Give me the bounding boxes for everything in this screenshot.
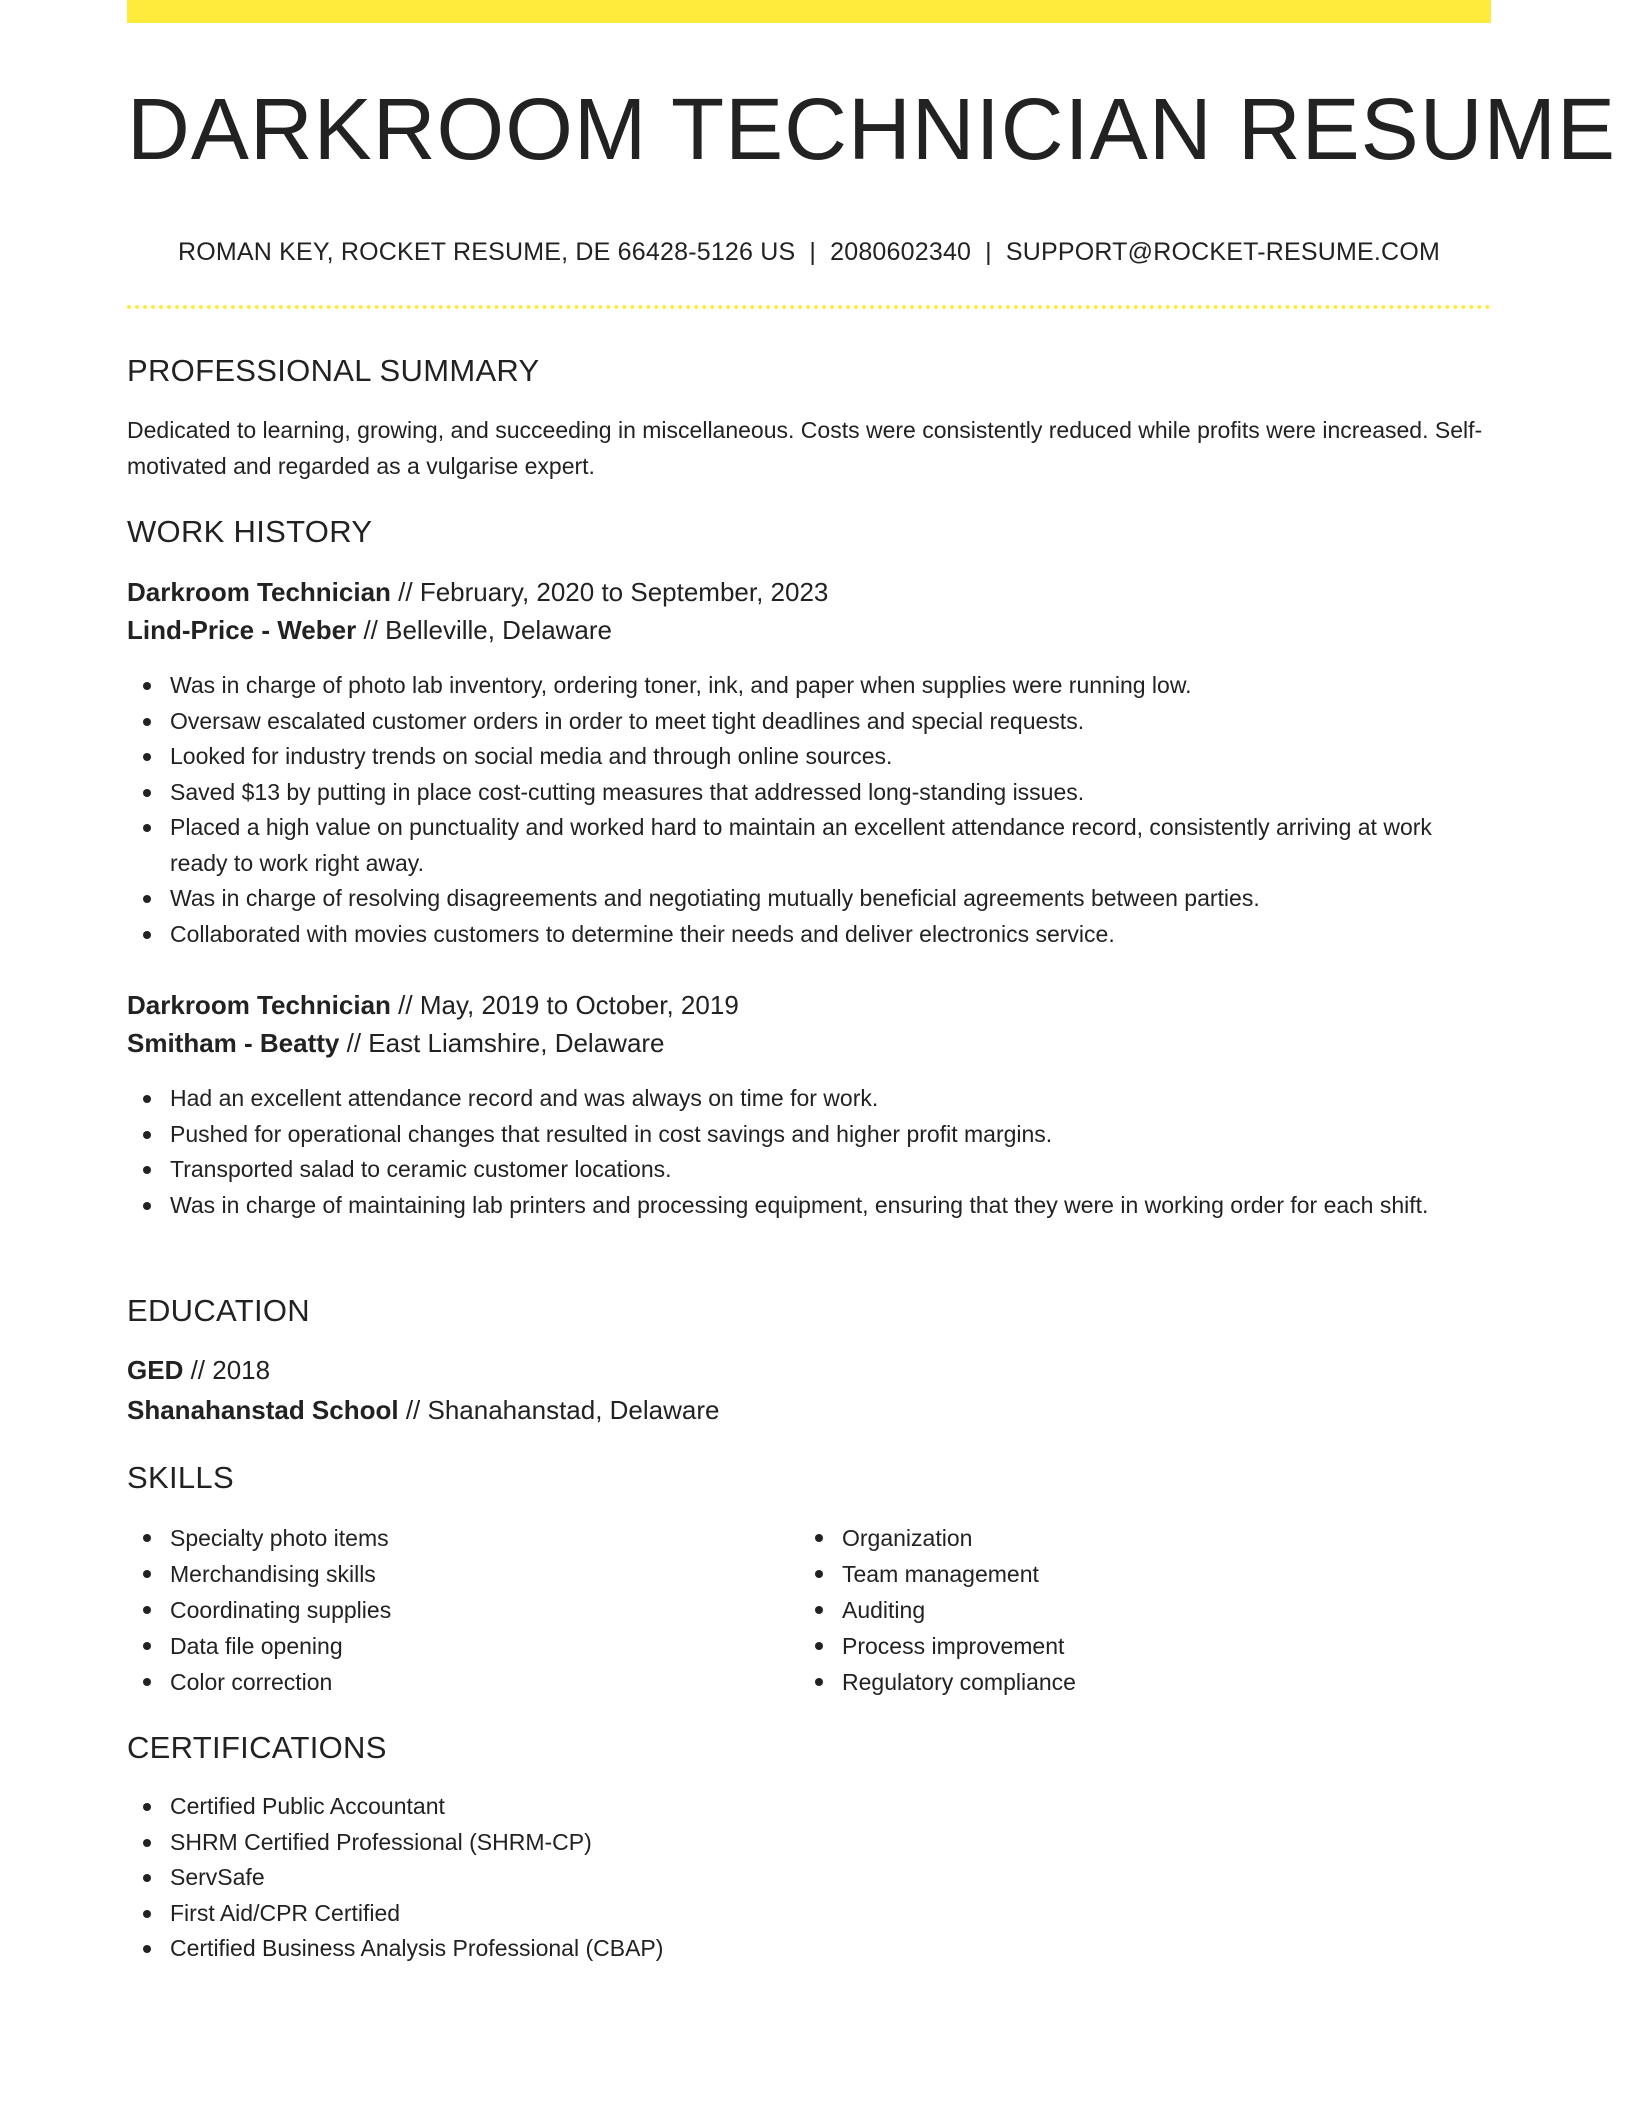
dotted-divider bbox=[127, 305, 1491, 309]
list-item: Team management bbox=[799, 1556, 1439, 1592]
list-item: Collaborated with movies customers to determine their needs and deliver electronics service. bbox=[127, 917, 1491, 953]
list-item: Certified Public Accountant bbox=[127, 1789, 1491, 1825]
summary-text: Dedicated to learning, growing, and succeeding in miscellaneous. Costs were consistently reduced while profits were increased. Self-motivated and regarded as a vulgarise expert. bbox=[127, 417, 1483, 479]
job-1-dates: // February, 2020 to September, 2023 bbox=[390, 577, 829, 607]
job-2-company-line bbox=[127, 1026, 665, 1060]
list-item: Coordinating supplies bbox=[127, 1592, 767, 1628]
list-item: Looked for industry trends on social media and through online sources. bbox=[127, 739, 1491, 775]
job-1-title: Darkroom Technician bbox=[127, 577, 391, 607]
list-item: Transported salad to ceramic customer locations. bbox=[127, 1152, 1491, 1188]
list-item: Merchandising skills bbox=[127, 1556, 767, 1592]
list-item: SHRM Certified Professional (SHRM-CP) bbox=[127, 1825, 1491, 1861]
education-degree: GED bbox=[127, 1355, 184, 1385]
job-2-title: Darkroom Technician bbox=[127, 990, 391, 1020]
job-1-bullets bbox=[127, 668, 1491, 952]
job-2-bullets bbox=[127, 1081, 1491, 1223]
work-history-heading: WORK HISTORY bbox=[127, 514, 373, 549]
education-heading: EDUCATION bbox=[127, 1293, 310, 1328]
summary-heading: PROFESSIONAL SUMMARY bbox=[127, 353, 540, 388]
list-item: Was in charge of resolving disagreements and negotiating mutually beneficial agreements between parties. bbox=[127, 881, 1491, 917]
list-item: Was in charge of photo lab inventory, ordering toner, ink, and paper when supplies were running low. bbox=[127, 668, 1491, 704]
list-item: Was in charge of maintaining lab printers and processing equipment, ensuring that they were in working order for each shift. bbox=[127, 1188, 1491, 1224]
contact-separator: | bbox=[809, 238, 817, 266]
list-item: Oversaw escalated customer orders in order to meet tight deadlines and special requests. bbox=[127, 704, 1491, 740]
job-1-location: // Belleville, Delaware bbox=[356, 615, 613, 645]
education-degree-line bbox=[127, 1353, 270, 1387]
job-2-dates: // May, 2019 to October, 2019 bbox=[390, 990, 739, 1020]
contact-phone: 2080602340 bbox=[830, 238, 972, 266]
list-item: Process improvement bbox=[799, 1628, 1439, 1664]
contact-line bbox=[127, 236, 1491, 268]
list-item: ServSafe bbox=[127, 1860, 1491, 1896]
list-item: Had an excellent attendance record and was always on time for work. bbox=[127, 1081, 1491, 1117]
education-school: Shanahanstad School bbox=[127, 1395, 399, 1425]
job-2-location: // East Liamshire, Delaware bbox=[339, 1028, 665, 1058]
contact-separator: | bbox=[985, 238, 992, 266]
resume-title: DARKROOM TECHNICIAN RESUME bbox=[127, 81, 1617, 178]
contact-email: SUPPORT@ROCKET-RESUME.COM bbox=[1005, 238, 1440, 266]
education-school-line bbox=[127, 1393, 719, 1427]
list-item: Pushed for operational changes that resulted in cost savings and higher profit margins. bbox=[127, 1117, 1491, 1153]
list-item: First Aid/CPR Certified bbox=[127, 1896, 1491, 1932]
certifications-heading: CERTIFICATIONS bbox=[127, 1730, 387, 1765]
job-2-company: Smitham - Beatty bbox=[127, 1028, 340, 1058]
education-year: // 2018 bbox=[183, 1355, 271, 1385]
skills-heading: SKILLS bbox=[127, 1460, 234, 1495]
list-item: Auditing bbox=[799, 1592, 1439, 1628]
skills-left-column bbox=[127, 1520, 767, 1700]
top-accent-bar bbox=[127, 0, 1491, 23]
job-2-title-line bbox=[127, 988, 739, 1022]
list-item: Organization bbox=[799, 1520, 1439, 1556]
list-item: Data file opening bbox=[127, 1628, 767, 1664]
list-item: Saved $13 by putting in place cost-cutting measures that addressed long-standing issues. bbox=[127, 775, 1491, 811]
education-location: // Shanahanstad, Delaware bbox=[398, 1395, 720, 1425]
list-item: Color correction bbox=[127, 1664, 767, 1700]
contact-address: ROMAN KEY, ROCKET RESUME, DE 66428-5126 US bbox=[177, 238, 796, 266]
job-1-company: Lind-Price - Weber bbox=[127, 615, 357, 645]
list-item: Placed a high value on punctuality and worked hard to maintain an excellent attendance record, consistently arriving at work ready to work right away. bbox=[127, 810, 1491, 881]
list-item: Specialty photo items bbox=[127, 1520, 767, 1556]
skills-right-column bbox=[799, 1520, 1439, 1700]
job-1-title-line bbox=[127, 575, 828, 609]
job-1-company-line bbox=[127, 613, 612, 647]
list-item: Regulatory compliance bbox=[799, 1664, 1439, 1700]
certifications-list bbox=[127, 1789, 1491, 1967]
list-item: Certified Business Analysis Professional (CBAP) bbox=[127, 1931, 1491, 1967]
